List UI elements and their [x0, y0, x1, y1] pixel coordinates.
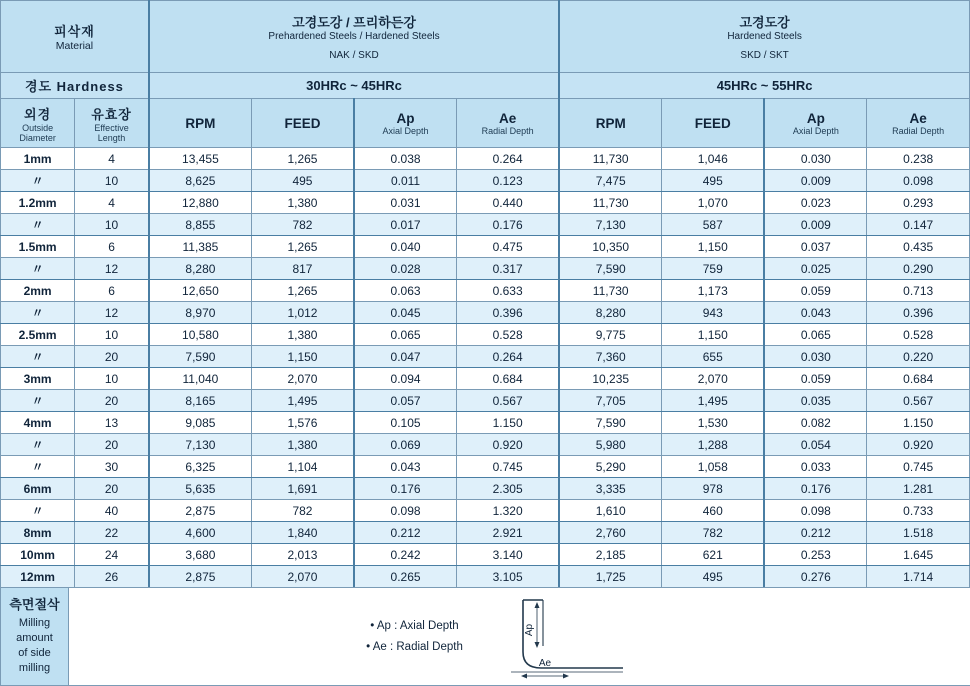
cell-b_ae: 0.293	[867, 192, 970, 214]
cell-a_feed: 1,380	[251, 192, 354, 214]
cell-a_rpm: 12,880	[149, 192, 252, 214]
cell-a_feed: 2,070	[251, 566, 354, 588]
cell-b_feed: 655	[662, 346, 765, 368]
note-item: • Ae : Radial Depth	[366, 637, 463, 658]
cell-b_ae: 0.098	[867, 170, 970, 192]
cell-b_rpm: 7,590	[559, 258, 662, 280]
hardness-value-1: 45HRc ~ 55HRc	[559, 73, 969, 99]
col-ae-a-label: Ae	[457, 111, 558, 126]
cell-len: 4	[75, 192, 149, 214]
cell-a_ae: 1.320	[457, 500, 560, 522]
cell-a_feed: 817	[251, 258, 354, 280]
cell-b_rpm: 7,475	[559, 170, 662, 192]
cell-len: 4	[75, 148, 149, 170]
table-row	[1, 258, 970, 280]
table-row	[1, 478, 970, 500]
cell-a_ae: 3.105	[457, 566, 560, 588]
table-row	[1, 522, 970, 544]
cell-a_rpm: 7,130	[149, 434, 252, 456]
cell-b_ae: 0.238	[867, 148, 970, 170]
cell-a_rpm: 8,970	[149, 302, 252, 324]
cell-b_rpm: 11,730	[559, 280, 662, 302]
cell-b_rpm: 5,290	[559, 456, 662, 478]
cell-dia: 12mm	[1, 566, 75, 588]
cell-b_ap: 0.098	[764, 500, 867, 522]
cell-b_ae: 0.567	[867, 390, 970, 412]
cell-b_ae: 0.713	[867, 280, 970, 302]
cell-dia: 〃	[1, 302, 75, 324]
cell-len: 26	[75, 566, 149, 588]
cell-b_ap: 0.030	[764, 346, 867, 368]
col-effective-length	[75, 99, 149, 148]
cell-b_rpm: 2,185	[559, 544, 662, 566]
cell-dia: 〃	[1, 456, 75, 478]
col-ae-a	[457, 99, 560, 148]
cell-a_feed: 2,013	[251, 544, 354, 566]
cell-a_feed: 1,576	[251, 412, 354, 434]
table-row	[1, 544, 970, 566]
col-ae-b-sub: Radial Depth	[867, 126, 969, 136]
col-ap-a	[354, 99, 457, 148]
cell-b_feed: 782	[662, 522, 765, 544]
cell-a_feed: 495	[251, 170, 354, 192]
col-len-kr: 유효장	[75, 104, 148, 123]
table-row	[1, 412, 970, 434]
col-dia-en2: Diameter	[1, 133, 74, 143]
cell-b_ap: 0.212	[764, 522, 867, 544]
cell-a_ae: 1.150	[457, 412, 560, 434]
cell-a_ap: 0.047	[354, 346, 457, 368]
cell-a_feed: 1,012	[251, 302, 354, 324]
cell-a_ae: 0.440	[457, 192, 560, 214]
group1-kr: 고경도강	[560, 12, 969, 31]
cell-b_ae: 1.518	[867, 522, 970, 544]
cell-b_feed: 1,070	[662, 192, 765, 214]
cell-a_ap: 0.031	[354, 192, 457, 214]
cell-len: 20	[75, 478, 149, 500]
note-item: • Ap : Axial Depth	[366, 616, 463, 637]
cell-dia: 1.2mm	[1, 192, 75, 214]
cell-b_feed: 587	[662, 214, 765, 236]
cell-a_ae: 0.745	[457, 456, 560, 478]
col-ae-b	[867, 99, 970, 148]
group0-en: Prehardened Steels / Hardened Steels	[150, 31, 558, 42]
cell-a_feed: 1,840	[251, 522, 354, 544]
cell-b_ae: 0.528	[867, 324, 970, 346]
cell-len: 10	[75, 214, 149, 236]
cell-a_feed: 1,150	[251, 346, 354, 368]
milling-en3: of side	[18, 647, 50, 659]
cell-a_feed: 1,380	[251, 324, 354, 346]
cell-a_ap: 0.065	[354, 324, 457, 346]
cell-b_rpm: 7,130	[559, 214, 662, 236]
cell-b_feed: 495	[662, 566, 765, 588]
legend-row	[69, 594, 970, 680]
cell-b_feed: 1,288	[662, 434, 765, 456]
cell-a_ae: 0.528	[457, 324, 560, 346]
cell-a_ae: 0.920	[457, 434, 560, 456]
cell-a_ap: 0.265	[354, 566, 457, 588]
cell-len: 12	[75, 302, 149, 324]
cell-a_ae: 3.140	[457, 544, 560, 566]
col-ap-b	[764, 99, 867, 148]
cell-b_rpm: 10,350	[559, 236, 662, 258]
cell-a_rpm: 12,650	[149, 280, 252, 302]
table-row	[1, 148, 970, 170]
cell-a_ap: 0.069	[354, 434, 457, 456]
cell-b_rpm: 7,360	[559, 346, 662, 368]
cell-len: 6	[75, 236, 149, 258]
cell-len: 24	[75, 544, 149, 566]
cell-dia: 2.5mm	[1, 324, 75, 346]
cell-b_rpm: 1,610	[559, 500, 662, 522]
cell-a_ap: 0.094	[354, 368, 457, 390]
cell-b_ap: 0.059	[764, 280, 867, 302]
cell-a_rpm: 4,600	[149, 522, 252, 544]
milling-label-cell	[1, 588, 69, 686]
cell-a_ap: 0.040	[354, 236, 457, 258]
cell-a_ae: 2.921	[457, 522, 560, 544]
note-ap: Ap : Axial Depth	[377, 620, 459, 632]
cell-a_rpm: 11,385	[149, 236, 252, 258]
cell-a_ae: 0.396	[457, 302, 560, 324]
cell-len: 10	[75, 324, 149, 346]
cell-a_ap: 0.063	[354, 280, 457, 302]
cell-a_rpm: 9,085	[149, 412, 252, 434]
cell-a_ap: 0.176	[354, 478, 457, 500]
cell-a_ae: 0.123	[457, 170, 560, 192]
col-ae-b-label: Ae	[867, 111, 969, 126]
cell-b_ap: 0.054	[764, 434, 867, 456]
group-header-prehardened	[149, 1, 559, 73]
cell-b_rpm: 7,705	[559, 390, 662, 412]
cell-a_ae: 2.305	[457, 478, 560, 500]
footer-table	[0, 587, 970, 686]
cell-a_rpm: 2,875	[149, 500, 252, 522]
table-row	[1, 192, 970, 214]
cell-b_rpm: 1,725	[559, 566, 662, 588]
cell-b_feed: 1,173	[662, 280, 765, 302]
col-dia-en: Outside	[1, 123, 74, 133]
footer-notes-cell	[69, 588, 970, 686]
cell-a_feed: 1,104	[251, 456, 354, 478]
cell-a_feed: 1,691	[251, 478, 354, 500]
table-row	[1, 236, 970, 258]
cell-dia: 8mm	[1, 522, 75, 544]
col-ae-a-sub: Radial Depth	[457, 126, 558, 136]
cell-a_feed: 1,265	[251, 236, 354, 258]
table-row	[1, 214, 970, 236]
cell-a_ae: 0.633	[457, 280, 560, 302]
svg-text:Ae: Ae	[539, 658, 552, 669]
cell-b_ae: 1.150	[867, 412, 970, 434]
col-rpm-a: RPM	[149, 99, 252, 148]
hardness-label: 경도 Hardness	[1, 73, 149, 99]
cell-dia: 〃	[1, 214, 75, 236]
cell-len: 10	[75, 170, 149, 192]
cell-b_ae: 0.396	[867, 302, 970, 324]
cell-a_ap: 0.045	[354, 302, 457, 324]
cell-a_ap: 0.011	[354, 170, 457, 192]
cell-a_feed: 2,070	[251, 368, 354, 390]
cell-b_ae: 0.745	[867, 456, 970, 478]
cell-b_rpm: 5,980	[559, 434, 662, 456]
cell-a_rpm: 11,040	[149, 368, 252, 390]
col-feed-b: FEED	[662, 99, 765, 148]
cell-b_feed: 1,058	[662, 456, 765, 478]
table-row	[1, 456, 970, 478]
cell-b_rpm: 7,590	[559, 412, 662, 434]
col-ap-b-label: Ap	[765, 111, 866, 126]
cell-len: 22	[75, 522, 149, 544]
milling-kr: 측면절삭	[1, 597, 68, 612]
cell-a_feed: 1,265	[251, 148, 354, 170]
cell-b_rpm: 2,760	[559, 522, 662, 544]
cell-b_ap: 0.176	[764, 478, 867, 500]
cell-b_ap: 0.043	[764, 302, 867, 324]
table-row	[1, 302, 970, 324]
col-feed-a: FEED	[251, 99, 354, 148]
cell-b_ae: 0.684	[867, 368, 970, 390]
cell-a_ae: 0.684	[457, 368, 560, 390]
cell-a_feed: 1,265	[251, 280, 354, 302]
group0-kr: 고경도강 / 프리하든강	[150, 12, 558, 31]
cell-a_rpm: 8,165	[149, 390, 252, 412]
col-len-en: Effective	[75, 123, 148, 133]
cell-dia: 〃	[1, 170, 75, 192]
table-row	[1, 566, 970, 588]
cell-a_rpm: 3,680	[149, 544, 252, 566]
cell-a_feed: 782	[251, 214, 354, 236]
cell-b_feed: 1,495	[662, 390, 765, 412]
cell-b_ap: 0.035	[764, 390, 867, 412]
table-row	[1, 500, 970, 522]
cell-b_ap: 0.033	[764, 456, 867, 478]
cell-a_ap: 0.017	[354, 214, 457, 236]
cell-b_ap: 0.023	[764, 192, 867, 214]
group-header-hardened	[559, 1, 969, 73]
cell-a_ae: 0.264	[457, 346, 560, 368]
cell-len: 12	[75, 258, 149, 280]
cell-a_feed: 1,380	[251, 434, 354, 456]
cell-a_ap: 0.043	[354, 456, 457, 478]
cell-b_ap: 0.030	[764, 148, 867, 170]
col-dia-kr: 외경	[1, 104, 74, 123]
cell-b_ae: 0.220	[867, 346, 970, 368]
cell-b_ap: 0.037	[764, 236, 867, 258]
cell-b_ap: 0.082	[764, 412, 867, 434]
cell-b_feed: 759	[662, 258, 765, 280]
cell-dia: 2mm	[1, 280, 75, 302]
cell-b_ae: 1.714	[867, 566, 970, 588]
cell-b_feed: 495	[662, 170, 765, 192]
cell-b_ae: 0.733	[867, 500, 970, 522]
cell-a_ap: 0.242	[354, 544, 457, 566]
cell-len: 13	[75, 412, 149, 434]
cell-a_ap: 0.098	[354, 500, 457, 522]
cell-a_rpm: 13,455	[149, 148, 252, 170]
cell-a_rpm: 6,325	[149, 456, 252, 478]
cell-dia: 〃	[1, 434, 75, 456]
cell-len: 10	[75, 368, 149, 390]
group0-code: NAK / SKD	[150, 50, 558, 61]
cell-a_ap: 0.057	[354, 390, 457, 412]
col-len-en2: Length	[75, 133, 148, 143]
table-row	[1, 280, 970, 302]
cell-len: 20	[75, 434, 149, 456]
cell-b_ap: 0.009	[764, 170, 867, 192]
cell-b_rpm: 11,730	[559, 192, 662, 214]
cell-a_ae: 0.264	[457, 148, 560, 170]
cell-b_ap: 0.009	[764, 214, 867, 236]
group1-en: Hardened Steels	[560, 31, 969, 42]
cell-a_ap: 0.212	[354, 522, 457, 544]
cell-len: 6	[75, 280, 149, 302]
cell-dia: 3mm	[1, 368, 75, 390]
cell-b_ae: 0.435	[867, 236, 970, 258]
cell-a_feed: 782	[251, 500, 354, 522]
cell-b_ap: 0.025	[764, 258, 867, 280]
cell-a_ae: 0.176	[457, 214, 560, 236]
cell-b_rpm: 11,730	[559, 148, 662, 170]
cell-dia: 6mm	[1, 478, 75, 500]
table-row	[1, 434, 970, 456]
cell-b_feed: 1,150	[662, 324, 765, 346]
cell-b_rpm: 9,775	[559, 324, 662, 346]
cell-len: 20	[75, 390, 149, 412]
milling-en1: Milling	[19, 617, 50, 629]
cell-b_ae: 0.920	[867, 434, 970, 456]
cell-dia: 4mm	[1, 412, 75, 434]
cell-len: 30	[75, 456, 149, 478]
cell-dia: 1mm	[1, 148, 75, 170]
cell-dia: 10mm	[1, 544, 75, 566]
cell-a_rpm: 5,635	[149, 478, 252, 500]
cell-len: 40	[75, 500, 149, 522]
cell-b_ap: 0.276	[764, 566, 867, 588]
group1-code: SKD / SKT	[560, 50, 969, 61]
cell-a_ap: 0.028	[354, 258, 457, 280]
note-ae: Ae : Radial Depth	[373, 641, 463, 653]
cell-a_rpm: 8,280	[149, 258, 252, 280]
table-row	[1, 346, 970, 368]
col-ap-a-sub: Axial Depth	[355, 126, 456, 136]
hardness-value-0: 30HRc ~ 45HRc	[149, 73, 559, 99]
material-header	[1, 1, 149, 73]
cell-a_feed: 1,495	[251, 390, 354, 412]
table-row	[1, 390, 970, 412]
cell-dia: 〃	[1, 346, 75, 368]
material-kr: 피삭재	[1, 21, 148, 40]
table-row	[1, 368, 970, 390]
cell-dia: 〃	[1, 500, 75, 522]
cell-b_feed: 978	[662, 478, 765, 500]
cell-b_ap: 0.065	[764, 324, 867, 346]
cell-b_rpm: 3,335	[559, 478, 662, 500]
cell-b_ap: 0.253	[764, 544, 867, 566]
col-outside-diameter	[1, 99, 75, 148]
cell-a_ap: 0.038	[354, 148, 457, 170]
cell-b_feed: 2,070	[662, 368, 765, 390]
notes-list	[356, 616, 463, 658]
table-row	[1, 324, 970, 346]
material-en: Material	[1, 40, 148, 52]
cell-dia: 〃	[1, 390, 75, 412]
table-row	[1, 170, 970, 192]
cell-b_feed: 1,150	[662, 236, 765, 258]
cell-b_rpm: 8,280	[559, 302, 662, 324]
cell-a_rpm: 10,580	[149, 324, 252, 346]
cell-b_feed: 1,530	[662, 412, 765, 434]
cell-a_rpm: 8,625	[149, 170, 252, 192]
cell-b_feed: 621	[662, 544, 765, 566]
col-ap-a-label: Ap	[355, 111, 456, 126]
cell-dia: 〃	[1, 258, 75, 280]
cell-len: 20	[75, 346, 149, 368]
cell-b_feed: 943	[662, 302, 765, 324]
milling-en4: milling	[19, 662, 50, 674]
cell-b_feed: 1,046	[662, 148, 765, 170]
cell-a_ae: 0.475	[457, 236, 560, 258]
cell-a_rpm: 8,855	[149, 214, 252, 236]
cell-b_ap: 0.059	[764, 368, 867, 390]
cell-a_rpm: 2,875	[149, 566, 252, 588]
svg-text:Ap: Ap	[524, 623, 535, 636]
milling-en2: amount	[16, 632, 53, 644]
cell-a_ae: 0.567	[457, 390, 560, 412]
cell-b_rpm: 10,235	[559, 368, 662, 390]
col-ap-b-sub: Axial Depth	[765, 126, 866, 136]
cell-a_rpm: 7,590	[149, 346, 252, 368]
cell-b_ae: 0.147	[867, 214, 970, 236]
cell-b_ae: 1.645	[867, 544, 970, 566]
cell-b_feed: 460	[662, 500, 765, 522]
col-rpm-b: RPM	[559, 99, 662, 148]
diagram-svg	[503, 594, 683, 680]
cell-a_ae: 0.317	[457, 258, 560, 280]
cell-b_ae: 1.281	[867, 478, 970, 500]
cell-dia: 1.5mm	[1, 236, 75, 258]
cell-a_ap: 0.105	[354, 412, 457, 434]
ap-ae-diagram	[503, 594, 683, 680]
cell-b_ae: 0.290	[867, 258, 970, 280]
